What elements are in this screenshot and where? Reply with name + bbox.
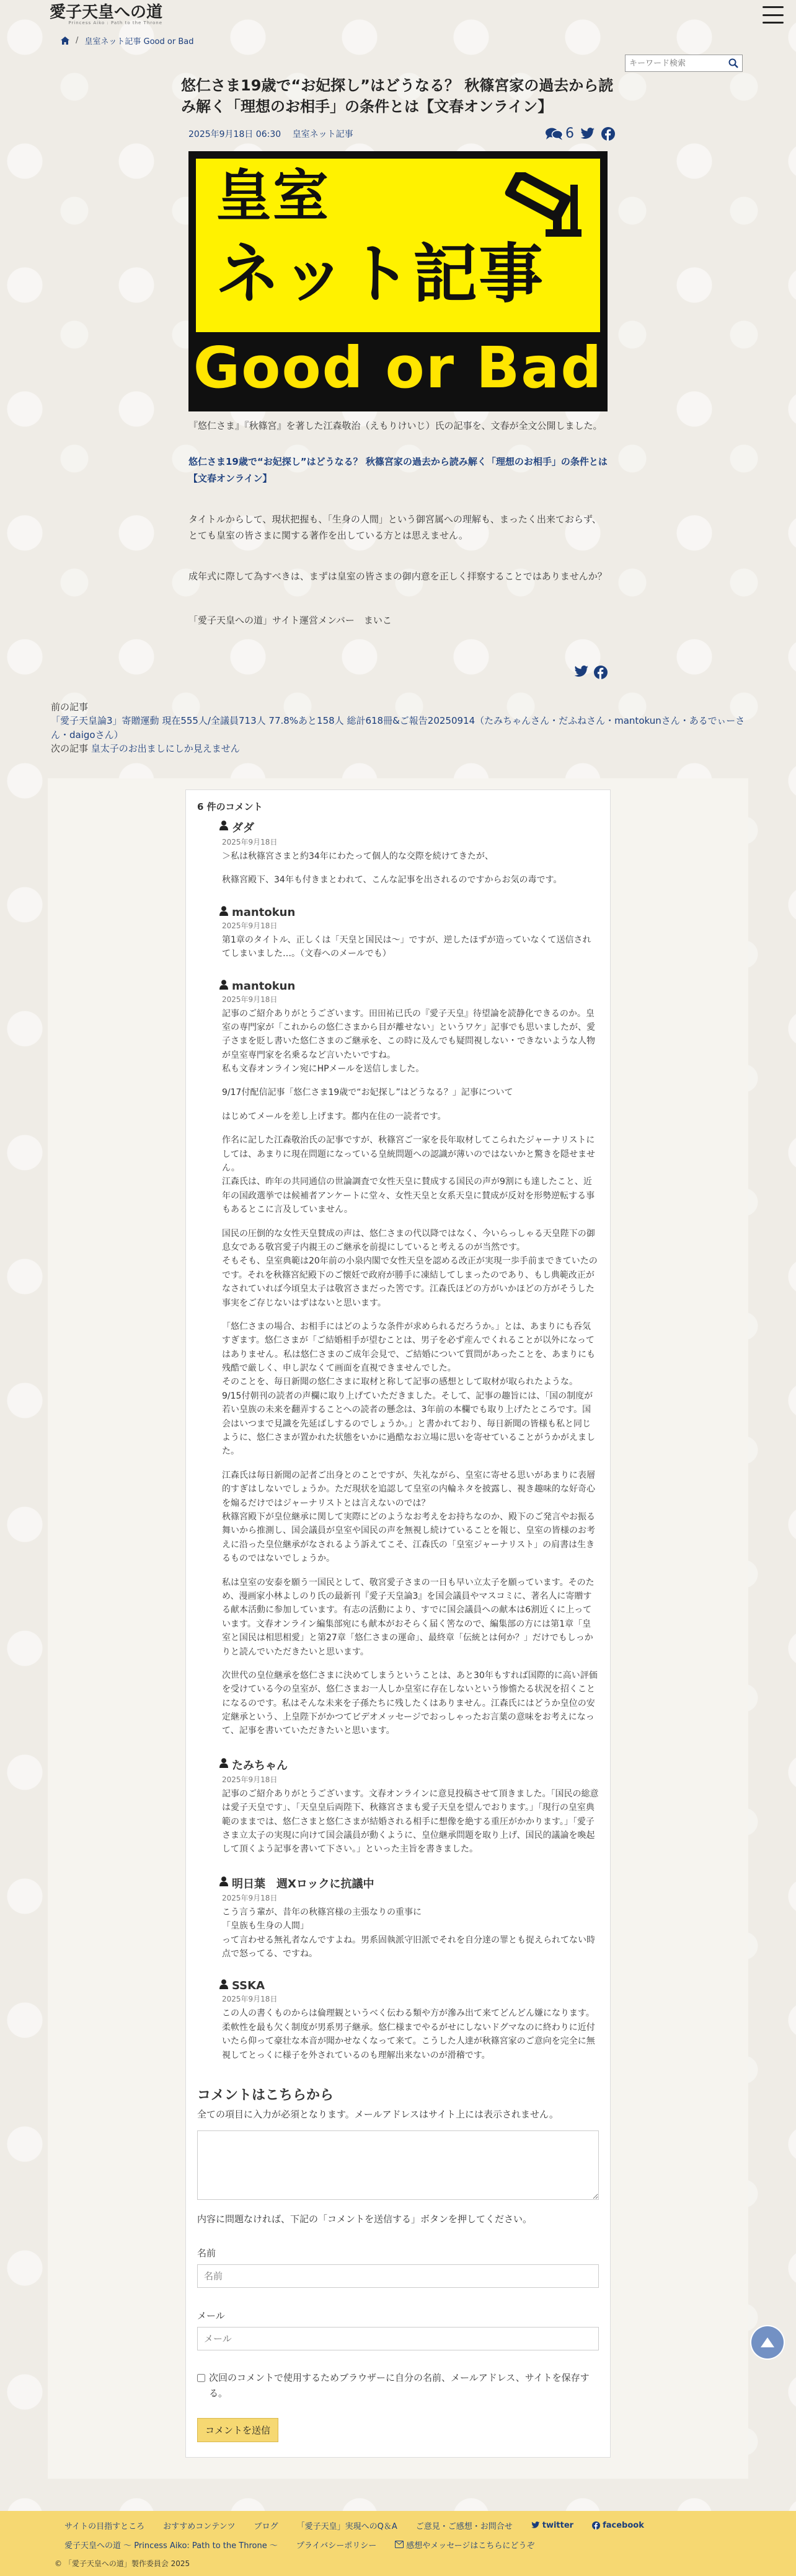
comment-count: 6 <box>565 126 574 142</box>
comment <box>197 1979 599 2062</box>
comment <box>197 906 599 961</box>
prev-label: 前の記事 <box>51 701 89 713</box>
comment-date: 2025年9月18日 <box>222 921 278 930</box>
comment-date: 2025年9月18日 <box>222 1893 278 1902</box>
comment <box>197 1757 599 1857</box>
comments-section <box>48 778 748 2479</box>
footer-message-label: 感想やメッセージはこちらにどうぞ <box>406 2541 535 2551</box>
logo-text: 愛子天皇への道 <box>50 3 163 22</box>
search-row <box>0 55 796 72</box>
article-category-link[interactable]: 皇室ネット記事 <box>292 129 353 139</box>
breadcrumb <box>0 30 796 51</box>
comment-author <box>219 1875 599 1891</box>
article <box>181 76 615 679</box>
home-icon[interactable] <box>61 37 69 45</box>
footer-link[interactable]: ブログ <box>254 2521 278 2531</box>
name-label: 名前 <box>197 2247 216 2259</box>
comment-author-name: ダダ <box>232 821 254 835</box>
footer-link[interactable]: ご意見・ご感想・お問合せ <box>415 2521 513 2531</box>
comment-body <box>222 1906 599 1961</box>
comment-author-name: mantokun <box>232 905 296 919</box>
comment-author-name: たみちゃん <box>232 1759 288 1772</box>
comment-count-link[interactable] <box>546 126 574 141</box>
article-body <box>181 418 615 628</box>
reply-note: 全ての項目に入力が必須となります。メールアドレスはサイト上には表示されません。 <box>197 2108 559 2120</box>
article-meta <box>181 126 615 141</box>
cookie-consent-checkbox[interactable] <box>197 2374 205 2382</box>
email-label: メール <box>197 2310 225 2321</box>
name-input[interactable] <box>197 2264 599 2288</box>
hero-image <box>188 151 608 411</box>
hero-text-good-or-bad: Good or Bad <box>193 335 603 402</box>
footer-twitter-label: twitter <box>542 2520 574 2530</box>
footer-site-link[interactable]: 愛子天皇への道 〜 Princess Aiko: Path to the Throne 〜 <box>64 2541 278 2551</box>
scroll-to-top-button[interactable] <box>751 2326 784 2358</box>
comment-date: 2025年9月18日 <box>222 837 278 846</box>
comment <box>197 980 599 1738</box>
comment-body <box>222 933 599 961</box>
footer-twitter-link[interactable] <box>531 2521 573 2530</box>
arrow-up-icon <box>761 2337 774 2347</box>
breadcrumb-category-link[interactable]: 皇室ネット記事 Good or Bad <box>84 37 194 46</box>
comment-author <box>219 980 599 993</box>
comment-author-name: 明日葉 週Xロックに抗議中 <box>232 1877 374 1891</box>
comment-date: 2025年9月18日 <box>222 1775 278 1784</box>
reply-hint: 内容に問題なければ、下記の「コメントを送信する」ボタンを押してください。 <box>197 2213 533 2225</box>
comment-paragraph: 記事のご紹介ありがとうございます。田田祐已氏の『愛子天皇』待望論を読静化できるのか。皇室の専門家が「これからの悠仁さまから目が離せない」というワケ」記事でも思いましたが、愛子さまを貶し書いた悠仁さまのご継承を、この時に及んでも疑問視しない・できないような人物が皇室専門家を名乗るなど言いたいですね。 私も文春オンライン宛にHPメールを送信しました。 <box>222 1008 595 1075</box>
comment-paragraph: こう言う輩が、昔年の秋篠宮様の主張なりの重事に 「皇族も生身の人間」 って言わせる無礼者なんですよね。男系固執派守旧派でそれを自分達の罪とも捉えられてない時点で怒ってる、ですね。 <box>222 1907 595 1959</box>
search-box <box>625 55 743 72</box>
footer-link[interactable]: 「愛子天皇」実現へのQ＆A <box>296 2521 397 2531</box>
user-icon <box>219 1876 228 1889</box>
comment-paragraph: 次世代の皇位継承を悠仁さまに決めてしまうということは、あと30年もすれば国際的に高い評価を受けている今の皇室が、悠仁さまお一人しか皇室に存在しないという惨憺たる状況を招くことになるのです。私はそんな未来を子孫たちに残したくはありません。江森氏にはどうか皇位の安定継承という、上皇陛下がかつてビデオメッセージでおっしゃったお言葉の意味をお考えになって、記事を書いていただきたいと思います。 <box>222 1670 598 1736</box>
site-footer <box>0 2511 796 2576</box>
reply-title: コメントはこちらから <box>197 2087 334 2103</box>
user-icon <box>219 1979 228 1992</box>
footer-links-row-2 <box>64 2539 796 2551</box>
comment-paragraph: 秋篠宮殿下、34年も付きまとわれて、こんな記事を出されるのですからお気の毒です。 <box>222 875 562 886</box>
email-input[interactable] <box>197 2327 599 2350</box>
comments-box <box>185 789 611 2458</box>
footer-links-row-1 <box>64 2520 796 2531</box>
reply-form <box>197 2085 599 2442</box>
cookie-consent <box>197 2370 599 2402</box>
article-title: 悠仁さま19歳で“お妃探し”はどうなる？ 秋篠宮家の過去から読み解く「理想のお相手」の条件とは【文春オンライン】 <box>181 77 614 115</box>
hero-text-net-kiji: ネット記事 <box>216 236 545 312</box>
site-header <box>0 0 796 30</box>
comment-paragraph: 記事のご紹介ありがとうございます。文春オンラインに意見投稿させて頂きました。「国民の総意は愛子天皇です」、「天皇皇后両陛下、秋篠宮さまも愛子天皇を望んでおります。」「現行の皇室典範のままでは、悠仁さまと悠仁さまが結婚される相手に想像を絶する重圧がかかります。」「愛子さま立太子の実現に向けて国会議員が動くように、皇位継承問題を取り上げ、国民的議論を喚起して頂くよう記事を書いて下さい。」といった主旨を書きました。 <box>222 1788 599 1855</box>
comment-paragraph: 私は皇室の安泰を願う一国民として、敬宮愛子さまの一日も早い立太子を願っています。そのため、漫画家小林よしのり氏の最新刊『愛子天皇論3』を国会議員やマスコミに、著名人に寄贈する献本活動に参加しています。有志の活動により、すでに国会議員への献本は6割近くに上っています。文春オンライン編集部宛にも献本がおそらく届く筈なので、編集部の方には第1章「皇室と国民は相思相愛」と第27章「悠仁さまの運命」、最終章「伝統とは何か？」だけでもしっかりと読んでいただきたいと思います。 <box>222 1577 595 1657</box>
user-icon <box>219 906 228 919</box>
user-icon <box>219 1758 228 1771</box>
comment-body <box>222 1787 599 1857</box>
hamburger-menu-icon[interactable] <box>763 6 784 24</box>
logo-subtitle: Princess Aiko : Path to the Throne <box>68 20 163 25</box>
footer-message-link[interactable] <box>395 2539 534 2551</box>
comment-paragraph: 作名に記した江森敬治氏の記事ですが、秋篠宮ご一家を長年取材してこられたジャーナリストにしては、あまりに現在問題になっている皇統問題への認識が薄いのではないかと驚きを隠せません。 江森氏は、昨年の共同通信の世論調査で女性天皇に賛成する国民の声が9割にも達したこと、近年の国政選挙では候補者アンケートに堂々、女性天皇と女系天皇に賛成が反対を形勢逆転する事もあるとこに言及していません。 <box>222 1135 595 1215</box>
hero-yellow-panel <box>196 159 600 332</box>
twitter-icon[interactable] <box>580 128 595 140</box>
search-icon <box>728 58 738 68</box>
source-article-link[interactable]: 悠仁さま19歳で“お妃探し”はどうなる？ 秋篠宮家の過去から読み解く「理想のお相手」の条件とは【文春オンライン】 <box>188 456 608 484</box>
footer-link[interactable]: おすすめコンテンツ <box>163 2521 236 2531</box>
comment <box>197 819 599 887</box>
comment-textarea[interactable] <box>197 2130 599 2200</box>
comment-author <box>219 1979 599 1992</box>
next-label: 次の記事 <box>51 743 89 755</box>
copyright: © 「愛子天皇への道」製作委員会 2025 <box>55 2559 190 2568</box>
article-lead: 『悠仁さま』『秋篠宮』を著した江森敬治（えもりけいじ）氏の記事を、文春が全文公開しました。 <box>188 420 603 432</box>
prev-next-navigation <box>51 700 745 756</box>
comments-heading: 6 件のコメント <box>197 801 263 812</box>
comment-paragraph: この人の書くものからは倫理観というべく伝わる類や方が滲み出て来てどんどん嫌になります。柔軟性を最も欠く制度が男系男子継承。悠仁様までやるがせにしないドグマなのに終わりに近付いたら仰って豪壮な本音が聞かせなくなって来て。こうした人達が秋篠宮家のご意向を完全に無視してとっくに様子を外されているのも理解出来ないのが滑稽です。 <box>222 2008 595 2060</box>
facebook-icon <box>592 2521 600 2530</box>
comment-paragraph: ＞私は秋篠宮さまと約34年にわたって個人的な交際を続けてきたが、 <box>222 851 493 861</box>
comment-author <box>219 906 599 919</box>
comment-body <box>222 2007 599 2062</box>
footer-link[interactable]: サイトの目指すところ <box>64 2521 145 2531</box>
comment-author <box>219 1757 599 1773</box>
search-input[interactable] <box>626 55 725 71</box>
comment-paragraph: はじめてメールを差し上げます。都内在住の一読者です。 <box>222 1111 446 1122</box>
hero-text-koushitsu: 皇室 <box>216 164 330 229</box>
article-paragraph: タイトルからして、現状把握も、「生身の人間」という御宮属への理解も、まったく出来ておらず、とても皇室の皆さまに関する著作を出している方とは思えません。 <box>188 513 601 542</box>
footer-facebook-link[interactable] <box>592 2521 644 2530</box>
user-icon <box>219 820 228 833</box>
comment-author-name: mantokun <box>232 979 296 993</box>
prev-article-link[interactable]: 「愛子天皇論3」寄贈運動 現在555人/全議員713人 77.8%あと158人 総計618冊&ご報告20250914（たみちゃんさん・だふねさん・mantokunさん・あるでぃーさん・daigoさん） <box>51 715 745 741</box>
twitter-icon[interactable] <box>574 666 589 678</box>
search-button[interactable] <box>725 55 742 71</box>
twitter-icon <box>531 2521 540 2529</box>
cookie-consent-text: 次回のコメントで使用するためブラウザーに自分の名前、メールアドレス、サイトを保存する。 <box>209 2372 590 2399</box>
submit-comment-button[interactable]: コメントを送信 <box>197 2418 278 2442</box>
comment <box>197 1875 599 1961</box>
footer-privacy-link[interactable]: プライバシーポリシー <box>296 2541 377 2551</box>
message-icon <box>395 2541 404 2548</box>
comment-date: 2025年9月18日 <box>222 1995 278 2004</box>
comment-paragraph: 9/17付配信記事「悠仁さま19歳で“お妃探し”はどうなる？」記事について <box>222 1088 513 1098</box>
comment-body <box>222 1007 599 1738</box>
comment-list <box>197 819 599 2062</box>
comment-date: 2025年9月18日 <box>222 995 278 1004</box>
user-icon <box>219 980 228 993</box>
comments-icon <box>546 127 563 141</box>
site-logo[interactable] <box>50 4 162 25</box>
comment-body <box>222 850 599 887</box>
footer-facebook-label: facebook <box>603 2520 644 2530</box>
comment-paragraph: 第1章のタイトル、正しくは「天皇と国民は〜」ですが、逆したほずが造っていなくて送信されてしまいました…。（文春へのメールでも） <box>222 934 591 959</box>
article-signature: 「愛子天皇への道」サイト運営メンバー まいこ <box>188 614 392 626</box>
facebook-icon[interactable] <box>601 127 615 141</box>
share-buttons <box>181 666 615 679</box>
comment-paragraph: 「悠仁さまの場合、お相手にはどのような条件が求められるだろうか。」とは、あまりにも呑気すぎます。悠仁さまが「ご結婚相手が望むことは、男子を必ず産んでくれることが以外になってはありません。私は悠仁さまのご成年会見で、ご結婚について質問があったことを、あまりにも残酷で厳しく、申し訳なくて画面を直視できませんでした。 そのことを、毎日新聞の悠仁さまに取材と称して記事の感想として取材が取られたような。 9/15付朝刊の読者の声欄に取り上げていただきました。そして、記事の趣旨には、「国の制度が若い皇族の未来を翻弄することへの読者の懸念は、3年前の本欄でも取り上げたところです。国会はいつまで見識を先延ばしするのでしょうか。」と書かれており、毎日新聞の皆様も私と同じように、悠仁さまが置かれた状態をいかに過酷なお立場に思いを寄せていることがうかがえました。 <box>222 1321 596 1457</box>
comment-paragraph: 国民の圧倒的な女性天皇賛成の声は、悠仁さまの代以降ではなく、今いらっしゃる天皇陛下の御息女である敬宮愛子内親王のご継承を前提にしていると考えるのが当然です。 そもそも、皇室典範は20年前の小泉内閣で女性天皇を認める改正が実現一歩手前まできていたのです。それを秋篠宮紀殿下のご懐妊で政府が勝手に凍結してしまったのであり、もし典範改正がなされていれば今頃皇太子は敬宮さまだった筈です。江森氏ほどの方がいかほどの方がそうした事実をご存じないはずはないと思います。 <box>222 1228 598 1308</box>
facebook-icon[interactable] <box>594 666 608 679</box>
comment-paragraph: 江森氏は毎日新聞の記者ご出身とのことですが、失礼ながら、皇室に寄せる思いがあまりに表層的すぎはしないでしょうか。ただ現状を追認して皇室の内輪ネタを披露し、視き趣味的な好奇心を煽るだけではジャーナリストとは言えないのでは？ 秋篠宮殿下が皇位継承に関して実際にどのようなお考えをお持ちなのか、殿下のご発言やお振る舞いから推測し、国会議員が皇室や国民の声を無視し続けていることを報じ、皇室の皆様のお考えに沿った皇位継承がなされるよう訴えてこそ、江森氏の「皇室ジャーナリスト」の肩書は生きるものではないでしょうか。 <box>222 1470 595 1564</box>
comment-author-name: SSKA <box>232 1979 265 1993</box>
article-paragraph: 成年式に際して為すべきは、まずは皇室の皆さまの御内意を正しく拝察することではありませんか？ <box>188 571 607 582</box>
security-camera-icon <box>493 172 586 240</box>
article-date: 2025年9月18日 06:30 <box>188 129 281 139</box>
next-article-link[interactable]: 皇太子のお出ましにしか見えません <box>91 743 240 755</box>
comment-author <box>219 819 599 835</box>
breadcrumb-separator: / <box>76 35 79 45</box>
